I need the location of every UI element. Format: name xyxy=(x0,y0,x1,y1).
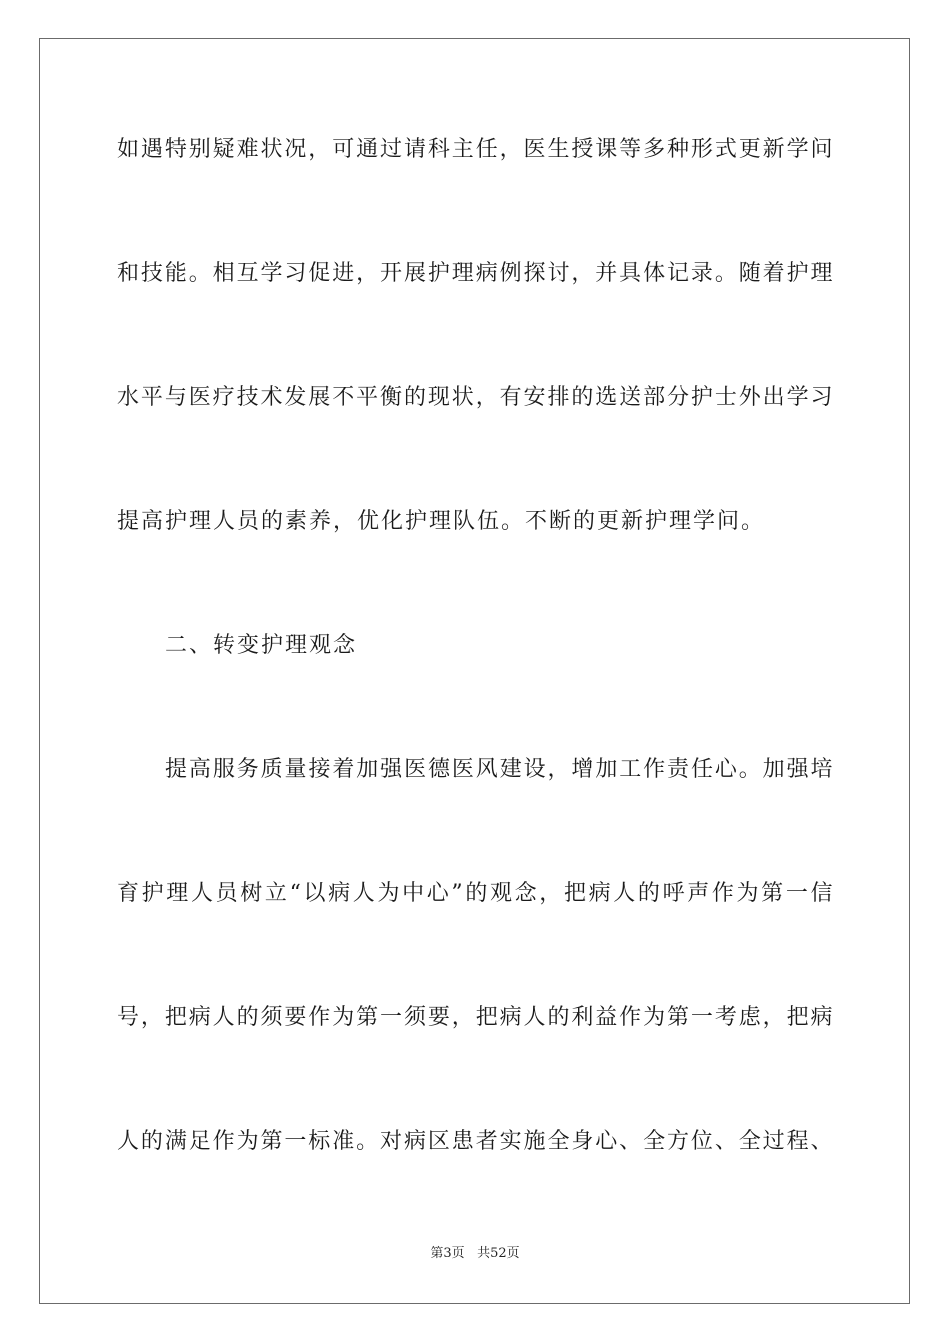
current-page-number: 第3页 xyxy=(430,1246,465,1261)
body-text-line: 提高护理人员的素养，优化护理队伍。不断的更新护理学问。 xyxy=(117,509,766,534)
body-text-line: 和技能。相互学习促进，开展护理病例探讨，并具体记录。随着护理 xyxy=(117,261,833,286)
page-footer xyxy=(0,1244,950,1264)
body-text-line: 育护理人员树立“以病人为中心”的观念，把病人的呼声作为第一信 xyxy=(117,881,833,906)
body-text-line: 号，把病人的须要作为第一须要，把病人的利益作为第一考虑，把病 xyxy=(117,1005,833,1030)
body-text-line: 提高服务质量接着加强医德医风建设，增加工作责任心。加强培 xyxy=(165,757,833,782)
body-text-line: 水平与医疗技术发展不平衡的现状，有安排的选送部分护士外出学习 xyxy=(117,385,833,410)
page-border xyxy=(39,38,910,1304)
section-heading: 二、转变护理观念 xyxy=(165,633,358,658)
body-text-line: 如遇特别疑难状况，可通过请科主任，医生授课等多种形式更新学问 xyxy=(117,137,833,162)
body-text-line: 人的满足作为第一标准。对病区患者实施全身心、全方位、全过程、 xyxy=(117,1129,833,1154)
total-page-count: 共52页 xyxy=(477,1246,520,1261)
